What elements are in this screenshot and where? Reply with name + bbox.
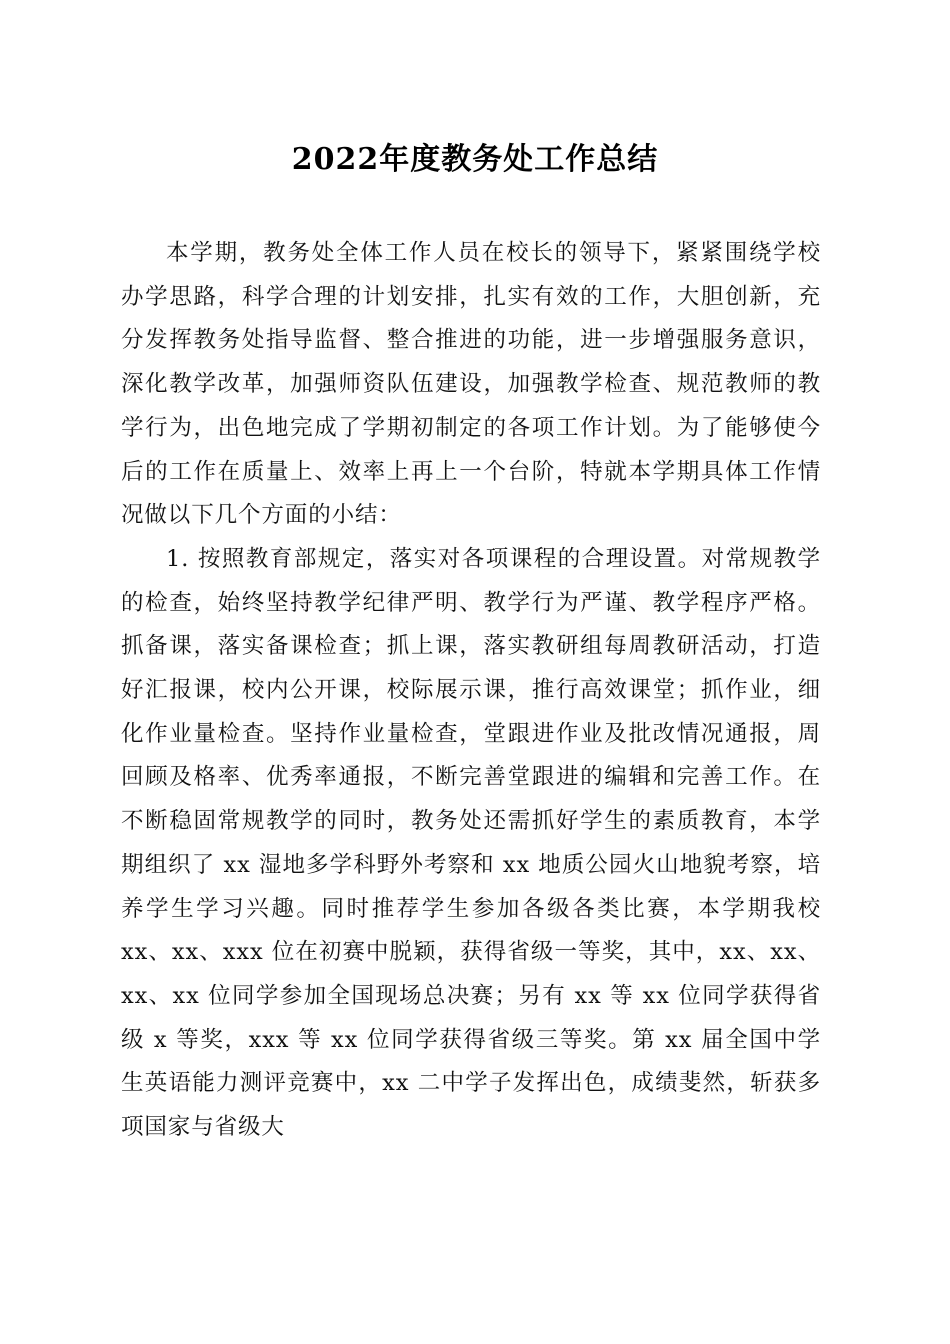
document-title: 2022年度教务处工作总结 [291, 142, 659, 177]
document-body [121, 232, 821, 1150]
paragraph-intro: 本学期，教务处全体工作人员在校长的领导下，紧紧围绕学校办学思路，科学合理的计划安排，扎实有效的工作，大胆创新，充分发挥教务处指导监督、整合推进的功能，进一步增强服务意识，深化教学改革，加强师资队伍建设，加强教学检查、规范教师的教学行为，出色地完成了学期初制定的各项工作计划。为了能够使今后的工作在质量上、效率上再上一个台阶，特就本学期具体工作情况做以下几个方面的小结： [121, 240, 821, 529]
paragraph-item-1: 1. 按照教育部规定，落实对各项课程的合理设置。对常规教学的检查，始终坚持教学纪律严明、教学行为严谨、教学程序严格。抓备课，落实备课检查；抓上课，落实教研组每周教研活动，打造好汇报课，校内公开课，校际展示课，推行高效课堂；抓作业，细化作业量检查。坚持作业量检查，堂跟进作业及批改情况通报，周回顾及格率、优秀率通报，不断完善堂跟进的编辑和完善工作。在不断稳固常规教学的同时，教务处还需抓好学生的素质教育，本学期组织了 xx 湿地多学科野外考察和 xx 地质公园火山地貌考察，培养学生学习兴趣。同时推荐学生参加各级各类比赛，本学期我校 xx、xx、xxx 位在初赛中脱颖，获得省级一等奖，其中，xx、xx、xx、xx 位同学参加全国现场总决赛；另有 xx 等 xx 位同学获得省级 x 等奖，xxx 等 xx 位同学获得省级三等奖。第 xx 届全国中学生英语能力测评竞赛中，xx 二中学子发挥出色，成绩斐然，斩获多项国家与省级大 [121, 545, 821, 1141]
